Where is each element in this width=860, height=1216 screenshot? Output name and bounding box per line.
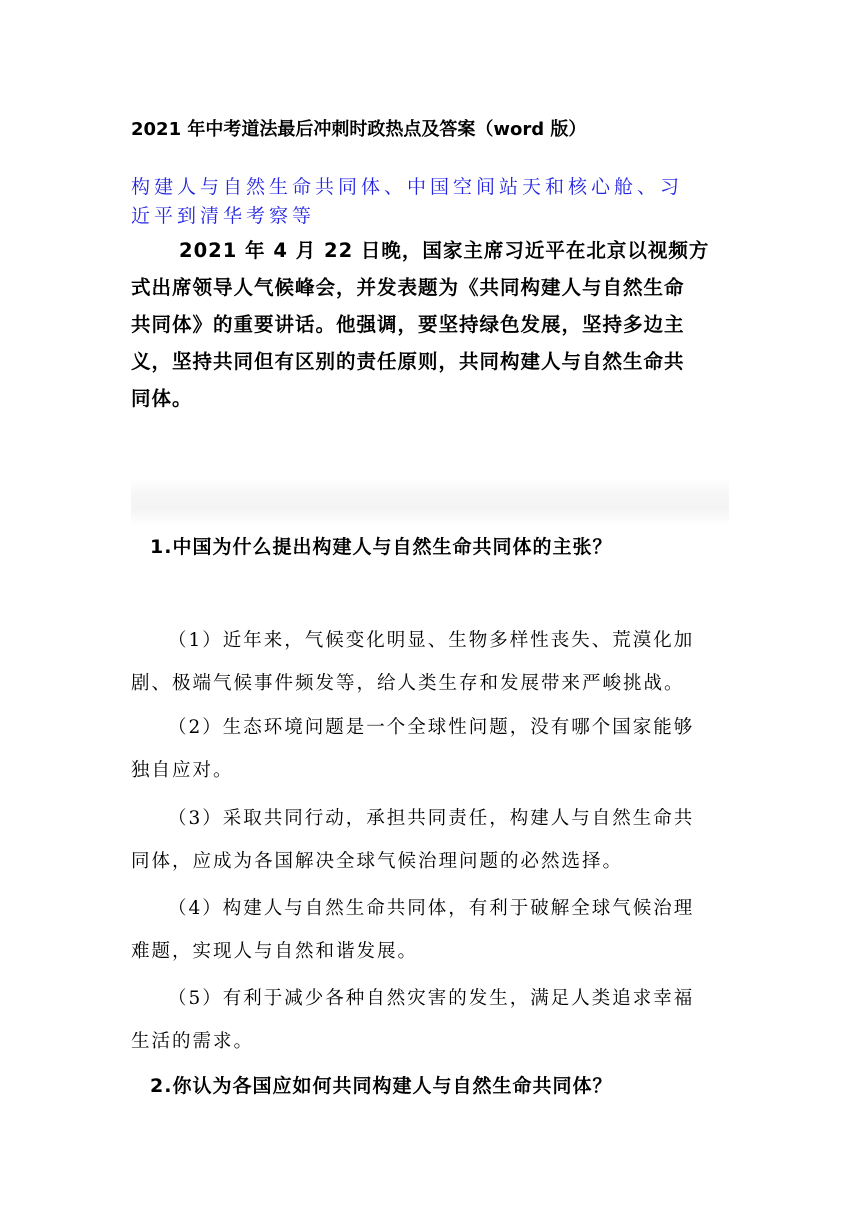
answer-item xyxy=(131,797,731,883)
answer-line: （4）构建人与自然生命共同体，有利于破解全球气候治理 xyxy=(168,898,695,919)
intro-paragraph xyxy=(131,232,731,417)
answer-line: 独自应对。 xyxy=(131,760,234,781)
answer-item xyxy=(131,887,731,973)
question-1: 1.中国为什么提出构建人与自然生命共同体的主张？ xyxy=(150,536,613,558)
intro-line: 共同体》的重要讲话。他强调，要坚持绿色发展，坚持多边主 xyxy=(131,313,685,336)
document-title: 2021 年中考道法最后冲刺时政热点及答案（word 版） xyxy=(131,119,587,140)
intro-line: 2021 年 4 月 22 日晚，国家主席习近平在北京以视频方 xyxy=(179,239,710,262)
answer-item xyxy=(131,706,731,792)
intro-line: 义，坚持共同但有区别的责任原则，共同构建人与自然生命共 xyxy=(131,350,685,373)
answer-line: （2）生态环境问题是一个全球性问题，没有哪个国家能够 xyxy=(168,717,695,738)
question-2: 2.你认为各国应如何共同构建人与自然生命共同体？ xyxy=(150,1075,613,1097)
answer-line: 生活的需求。 xyxy=(131,1031,255,1052)
intro-line: 式出席领导人气候峰会，并发表题为《共同构建人与自然生命 xyxy=(131,276,685,299)
intro-line: 同体。 xyxy=(131,387,193,410)
shaded-band xyxy=(131,478,729,526)
topic-subtitle xyxy=(131,173,731,231)
answer-item xyxy=(131,619,731,705)
answer-line: 剧、极端气候事件频发等，给人类生存和发展带来严峻挑战。 xyxy=(131,673,685,694)
subtitle-line: 构建人与自然生命共同体、中国空间站天和核心舱、习 xyxy=(131,176,684,198)
answer-line: （5）有利于减少各种自然灾害的发生，满足人类追求幸福 xyxy=(168,988,695,1009)
answer-line: （3）采取共同行动，承担共同责任，构建人与自然生命共 xyxy=(168,808,695,829)
answer-item xyxy=(131,977,731,1063)
answer-line: 同体，应成为各国解决全球气候治理问题的必然选择。 xyxy=(131,851,624,872)
subtitle-line: 近平到清华考察等 xyxy=(131,205,316,227)
answer-line: （1）近年来，气候变化明显、生物多样性丧失、荒漠化加 xyxy=(168,630,695,651)
answer-line: 难题，实现人与自然和谐发展。 xyxy=(131,941,419,962)
